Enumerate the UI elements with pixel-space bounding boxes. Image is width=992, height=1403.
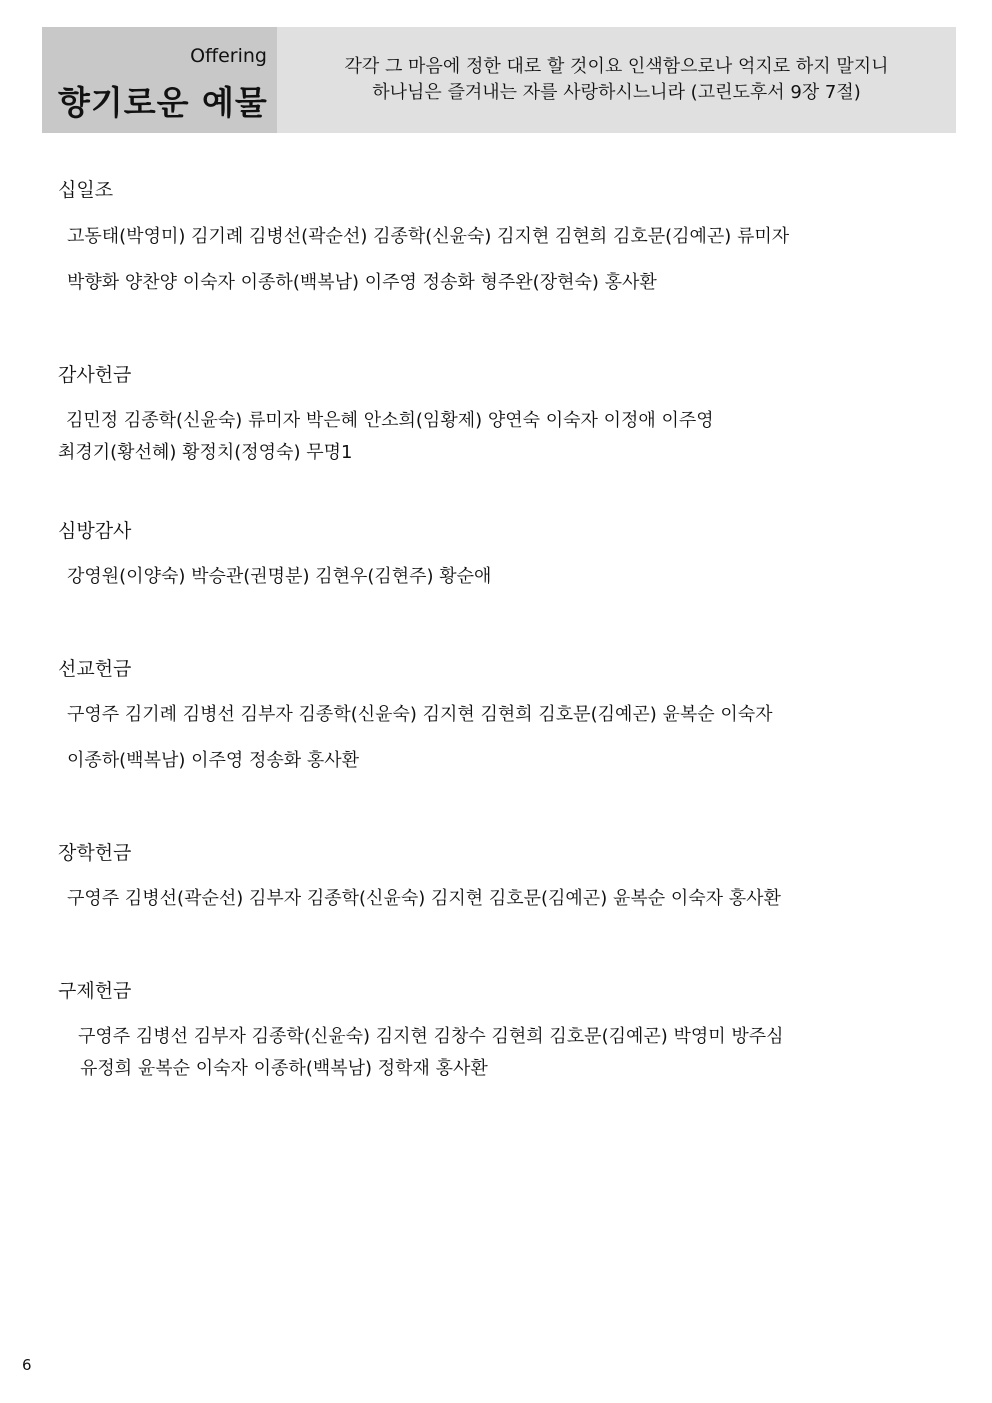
thanksgiving-names-line-2: 최경기(황선혜) 황정치(정영숙) 무명1 bbox=[58, 442, 353, 463]
visitation-names-line-1: 강영원(이양숙) 박승관(권명분) 김현우(김현주) 황순애 bbox=[67, 566, 492, 587]
mission-names-line-2: 이종하(백복남) 이주영 정송화 홍사환 bbox=[67, 750, 360, 771]
section-title-thanksgiving: 감사헌금 bbox=[58, 364, 132, 386]
relief-names-line-2: 유정희 윤복순 이숙자 이종하(백복남) 정학재 홍사환 bbox=[80, 1058, 488, 1079]
scholarship-names-line-1: 구영주 김병선(곽순선) 김부자 김종학(신윤숙) 김지현 김호문(김예곤) 윤복순 이숙자 홍사환 bbox=[67, 888, 781, 909]
section-title-tithe: 십일조 bbox=[58, 179, 114, 201]
section-title-mission: 선교헌금 bbox=[58, 658, 132, 680]
section-title-visitation: 심방감사 bbox=[58, 520, 132, 542]
header-title-block bbox=[42, 27, 277, 133]
tithe-names-line-1: 고동태(박영미) 김기례 김병선(곽순선) 김종학(신윤숙) 김지현 김현희 김호문(김예곤) 류미자 bbox=[67, 226, 790, 247]
thanksgiving-names-line-1: 김민정 김종학(신윤숙) 류미자 박은혜 안소희(임황제) 양연숙 이숙자 이정애 이주영 bbox=[66, 410, 714, 431]
mission-names-line-1: 구영주 김기례 김병선 김부자 김종학(신윤숙) 김지현 김현희 김호문(김예곤) 윤복순 이숙자 bbox=[67, 704, 773, 725]
tithe-names-line-2: 박향화 양찬양 이숙자 이종하(백복남) 이주영 정송화 형주완(장현숙) 홍사환 bbox=[67, 272, 657, 293]
relief-names-line-1: 구영주 김병선 김부자 김종학(신윤숙) 김지현 김창수 김현희 김호문(김예곤) 박영미 방주심 bbox=[78, 1026, 784, 1047]
verse-line-1: 각각 그 마음에 정한 대로 할 것이요 인색함으로나 억지로 하지 말지니 bbox=[344, 56, 889, 77]
section-title-relief: 구제헌금 bbox=[58, 980, 132, 1002]
offering-header bbox=[42, 27, 956, 133]
header-title: 향기로운 예물 bbox=[58, 83, 268, 122]
bible-verse bbox=[277, 27, 956, 133]
page-number: 6 bbox=[22, 1356, 32, 1374]
header-subtitle: Offering bbox=[190, 45, 267, 67]
section-title-scholarship: 장학헌금 bbox=[58, 842, 132, 864]
verse-line-2: 하나님은 즐겨내는 자를 사랑하시느니라 (고린도후서 9장 7절) bbox=[372, 82, 861, 103]
